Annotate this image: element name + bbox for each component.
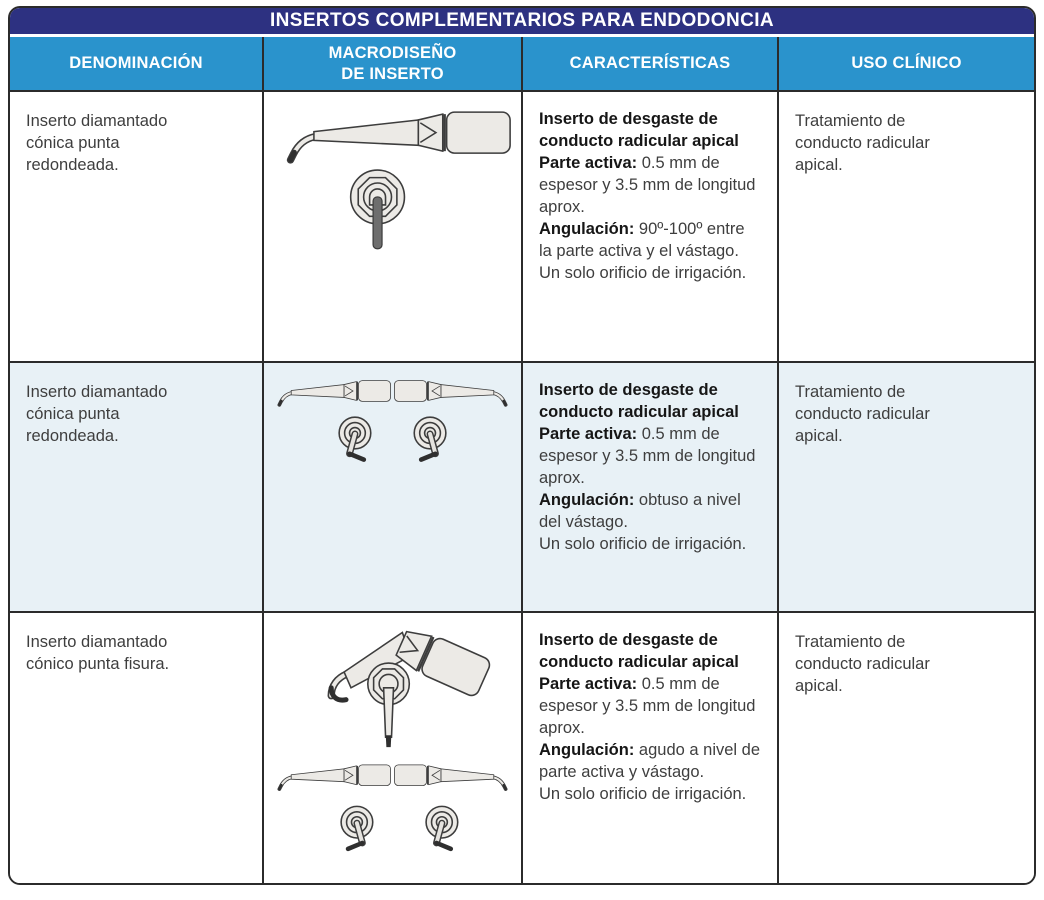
header-caracteristicas: CARACTERÍSTICAS <box>521 37 777 90</box>
denominacion-cell <box>10 363 262 611</box>
macrodiseno-cell <box>262 363 521 611</box>
uso-clinico-cell <box>777 613 1034 885</box>
parte-activa-line: Parte activa: 0.5 mm de espesor y 3.5 mm de longitud aprox. <box>539 154 756 216</box>
table-title-bar <box>10 8 1034 37</box>
insert-illustration-side-and-front-view-icon <box>268 102 517 267</box>
endodontics-inserts-table <box>8 6 1036 885</box>
denominacion-cell <box>10 92 262 361</box>
parte-activa-line: Parte activa: 0.5 mm de espesor y 3.5 mm de longitud aprox. <box>539 675 756 737</box>
uso-clinico-text: Tratamiento de conducto radicular apical. <box>795 383 930 445</box>
nota-line: Un solo orificio de irrigación. <box>539 264 747 282</box>
insert-illustration-hooked-and-pair-icon <box>268 623 517 885</box>
header-uso-clinico: USO CLÍNICO <box>777 37 1034 90</box>
nota-line: Un solo orificio de irrigación. <box>539 785 747 803</box>
caracteristicas-heading: Inserto de desgaste de conducto radicular apical <box>539 631 739 671</box>
uso-clinico-cell <box>777 363 1034 611</box>
macrodiseno-cell <box>262 92 521 361</box>
caracteristicas-cell <box>521 363 777 611</box>
angulacion-line: Angulación: obtuso a nivel del vástago. <box>539 491 741 531</box>
uso-clinico-text: Tratamiento de conducto radicular apical. <box>795 112 930 174</box>
table-row <box>10 361 1034 611</box>
nota-line: Un solo orificio de irrigación. <box>539 535 747 553</box>
parte-activa-line: Parte activa: 0.5 mm de espesor y 3.5 mm de longitud aprox. <box>539 425 756 487</box>
denominacion-text: Inserto diamantado cónica punta redondeada. <box>26 383 168 445</box>
caracteristicas-heading: Inserto de desgaste de conducto radicular apical <box>539 381 739 421</box>
table-title: INSERTOS COMPLEMENTARIOS PARA ENDODONCIA <box>269 10 775 31</box>
angulacion-line: Angulación: agudo a nivel de parte activa y vástago. <box>539 741 761 781</box>
denominacion-cell <box>10 613 262 885</box>
angulacion-line: Angulación: 90º-100º entre la parte activa y el vástago. <box>539 220 745 260</box>
table-row <box>10 611 1034 883</box>
table-row <box>10 92 1034 361</box>
caracteristicas-cell <box>521 92 777 361</box>
caracteristicas-heading: Inserto de desgaste de conducto radicular apical <box>539 110 739 150</box>
uso-clinico-cell <box>777 92 1034 361</box>
uso-clinico-text: Tratamiento de conducto radicular apical. <box>795 633 930 695</box>
header-macrodiseno: MACRODISEÑO DE INSERTO <box>262 37 521 90</box>
denominacion-text: Inserto diamantado cónica punta redondeada. <box>26 112 168 174</box>
insert-illustration-mirrored-pair-icon <box>268 373 517 488</box>
table-header-row <box>10 37 1034 92</box>
header-denominacion: DENOMINACIÓN <box>10 37 262 90</box>
denominacion-text: Inserto diamantado cónico punta fisura. <box>26 633 170 673</box>
macrodiseno-cell <box>262 613 521 885</box>
caracteristicas-cell <box>521 613 777 885</box>
